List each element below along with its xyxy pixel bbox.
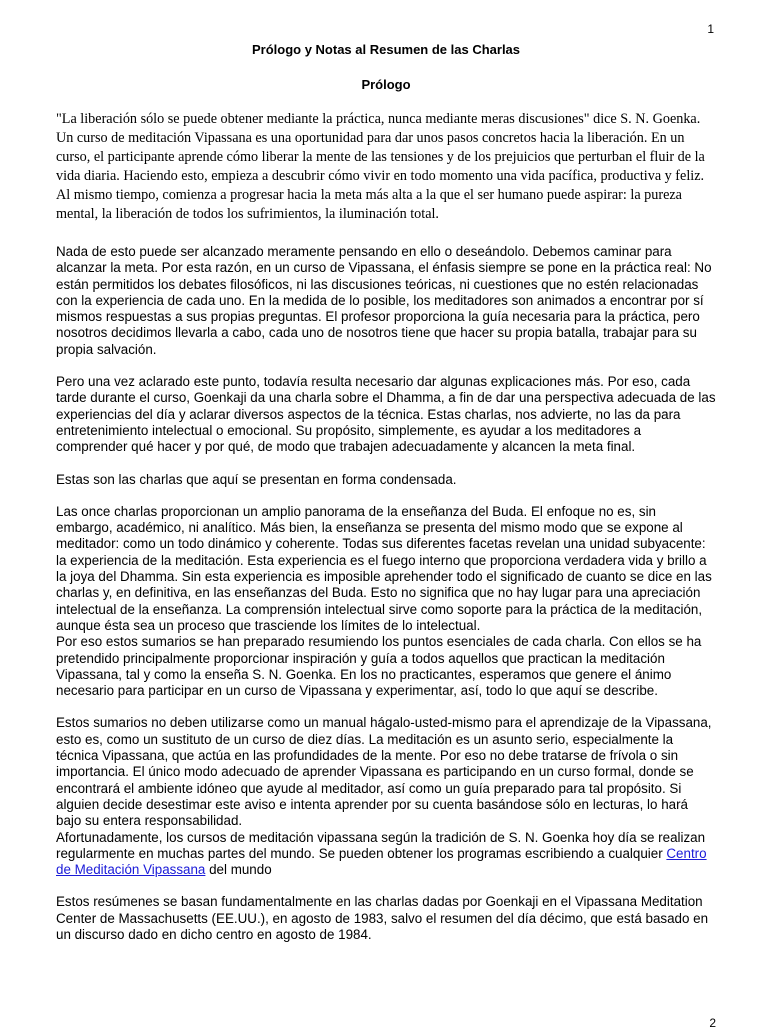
- paragraph-practice: Nada de esto puede ser alcanzado meramente pensando en ello o deseándolo. Debemos caminar para alcanzar la meta. Por esta razón, en un curso de Vipassana, el énfasis siempre se pone en la práctica real: No están permitidos los debates filosóficos, ni las discusiones teóricas, ni cuestiones que no estén relacionadas con la experiencia de cada uno. En la medida de lo posible, los meditadores son animados a encontrar por sí mismos respuestas a sus propias preguntas. El profesor proporciona la guía necesaria para la práctica, pero nosotros decidimos llevarla a cabo, cada uno de nosotros tiene que hacer su propia batalla, trabajar para su propia salvación.: [56, 244, 712, 357]
- section-title: Prólogo: [361, 77, 411, 92]
- courses-text-end: del mundo: [205, 862, 272, 878]
- paragraph-condensed: Estas son las charlas que aquí se presentan en forma condensada.: [56, 471, 457, 487]
- courses-text: Afortunadamente, los cursos de meditación vipassana según la tradición de S. N. Goenka hoy día se realizan regularmente en muchas partes del mundo. Se pueden obtener los programas escribiendo a cualquier: [56, 829, 706, 861]
- paragraph-sources: Estos resúmenes se basan fundamentalmente en las charlas dadas por Goenkaji en el Vipassana Meditation Center de Massachusetts (EE.UU.), en agosto de 1983, salvo el resumen del día décimo, que está basado en un discurso dado en dicho centro en agosto de 1984.: [56, 894, 709, 942]
- document-title: Prólogo y Notas al Resumen de las Charlas: [251, 42, 521, 57]
- paragraph-warning: Estos sumarios no deben utilizarse como un manual hágalo-usted-mismo para el aprendizaje de la Vipassana, esto es, como un sustituto de un curso de diez días. La meditación es un asunto serio, especialmente la técnica Vipassana, que actúa en las profundidades de la mente. Por eso no debe tratarse de frívola o sin importancia. El único modo adecuado de aprender Vipassana es participando en un curso formal, donde se encontrará el ambiente idóneo que ayude al meditador, así como un guía preparado para tal propósito. Si alguien decide desestimar este aviso e intenta aprender por su cuenta basándose sólo en lecturas, lo hará bajo su entera responsabilidad.: [56, 715, 712, 829]
- paragraph-talks: Pero una vez aclarado este punto, todavía resulta necesario dar algunas explicaciones más. Por eso, cada tarde durante el curso, Goenkaji da una charla sobre el Dhamma, a fin de dar una perspectiva adecuada de las experiencias del día y aclarar diversos aspectos de la técnica. Estas charlas, nos advierte, no las da para entretenimiento intelectual o emocional. Su propósito, simplemente, es ayudar a los meditadores a comprender qué hacer y por qué, de modo que trabajen adecuadamente y alcancen la meta final.: [56, 374, 716, 455]
- page-number: 1: [707, 22, 714, 36]
- paragraph-courses: [56, 830, 716, 879]
- document-body: [56, 42, 716, 959]
- paragraph-summaries: Por eso estos sumarios se han preparado resumiendo los puntos esenciales de cada charla. Con ellos se ha pretendido principalmente proporcionar inspiración y guía a todos aquellos que practican la meditación Vipassana, tal y como la enseña S. N. Goenka. En los no practicantes, esperamos que genere el ánimo necesario para participar en un curso de Vipassana y experimentar, así, todo lo que aquí se describe.: [56, 634, 702, 699]
- vipassana-center-link[interactable]: Centro de Meditación Vipassana: [56, 845, 707, 878]
- next-page-number: 2: [709, 1016, 716, 1030]
- paragraph-eleven-talks: Las once charlas proporcionan un amplio panorama de la enseñanza del Buda. El enfoque no es, sin embargo, académico, ni analítico. Más bien, la enseñanza se presenta del mismo modo que se expone al meditador: como un todo dinámico y coherente. Todas sus diferentes facetas revelan una unidad subyacente: la experiencia de la meditación. Esta experiencia es el fuego interno que proporciona verdadera vida y brillo a la joya del Dhamma. Sin esta experiencia es imposible aprehender todo el significado de cuanto se dice en las charlas y, en definitiva, en las enseñanzas del Buda. Esto no significa que no hay lugar para una apreciación intelectual de la enseñanza. La comprensión intelectual sirve como soporte para la práctica de la meditación, aunque ésta sea un proceso que trasciende los límites de lo intelectual.: [56, 503, 712, 633]
- paragraph-intro-quote: "La liberación sólo se puede obtener mediante la práctica, nunca mediante meras discusiones" dice S. N. Goenka. Un curso de meditación Vipassana es una oportunidad para dar unos pasos concretos hacia la liberación. En un curso, el participante aprende cómo liberar la mente de las tensiones y de los prejuicios que perturban el fluir de la vida diaria. Haciendo esto, empieza a descubrir cómo vivir en todo momento una vida pacífica, productiva y feliz. Al mismo tiempo, comienza a progresar hacia la meta más alta a la que el ser humano puede aspirar: la pureza mental, la liberación de todos los sufrimientos, la iluminación total.: [56, 111, 705, 222]
